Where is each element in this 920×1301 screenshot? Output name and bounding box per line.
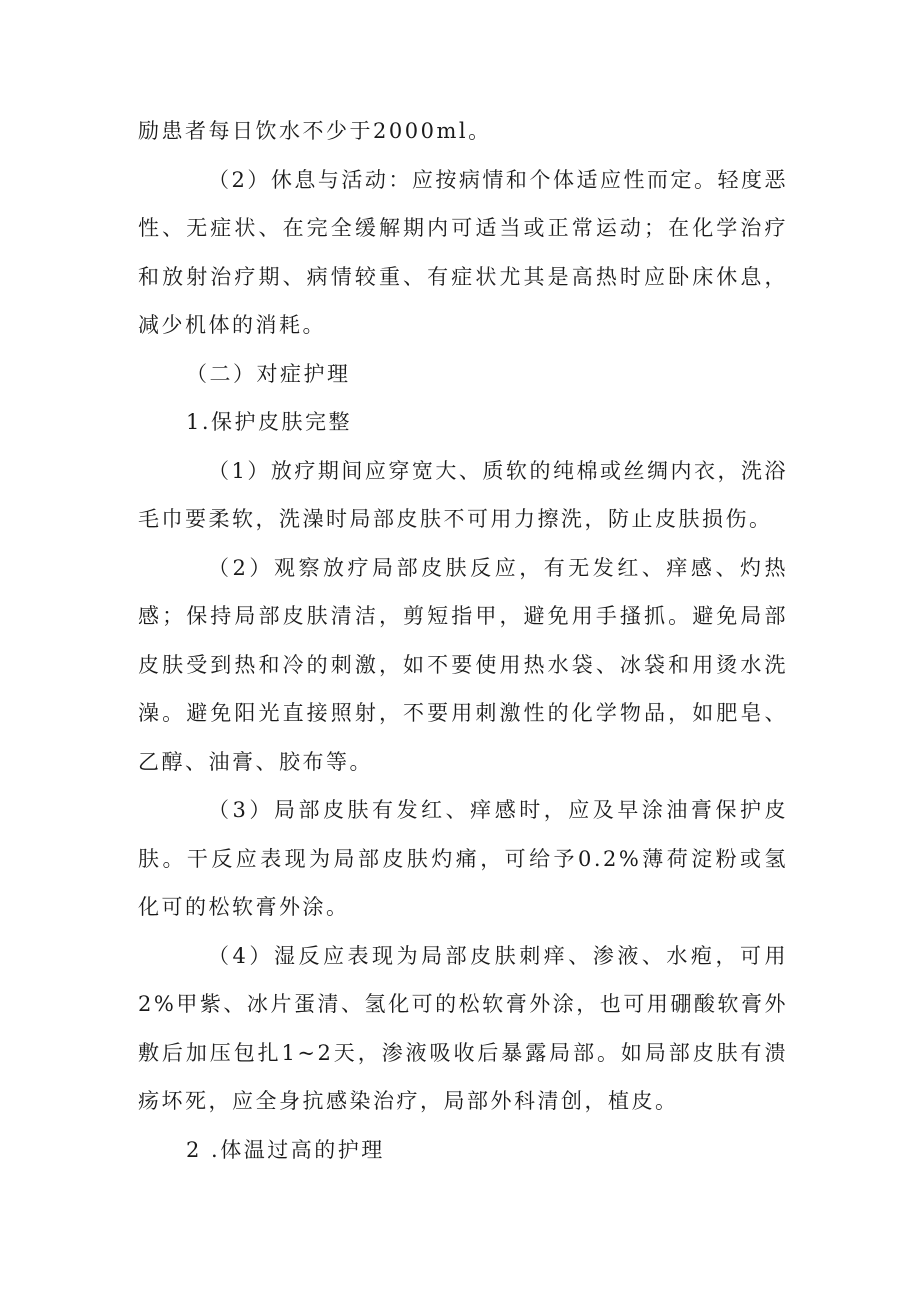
subheading-high-fever-care: 2 .体温过高的护理 [186,1137,385,1162]
paragraph-skin-item-1: （1）放疗期间应穿宽大、质软的纯棉或丝绸内衣，洗浴毛巾要柔软，洗澡时局部皮肤不可用力擦洗，防止皮肤损伤。 [138,458,788,531]
paragraph-water-intake: 励患者每日饮水不少于2000ml。 [138,119,492,143]
subheading-skin-protection: 1.保护皮肤完整 [186,410,353,434]
paragraph-skin-item-3: （3）局部皮肤有发红、痒感时，应及早涂油膏保护皮肤。干反应表现为局部皮肤灼痛，可给予0.2%薄荷淀粉或氢化可的松软膏外涂。 [138,798,788,919]
section-heading-symptomatic-care: （二）对症护理 [186,361,351,386]
document-body [138,107,788,1174]
paragraph-skin-item-2: （2）观察放疗局部皮肤反应，有无发红、痒感、灼热感；保持局部皮肤清洁，剪短指甲，避免用手搔抓。避免局部皮肤受到热和冷的刺激，如不要使用热水袋、冰袋和用烫水洗澡。避免阳光直接照射，不要用刺激性的化学物品，如肥皂、乙醇、油膏、胶布等。 [138,555,788,774]
paragraph-skin-item-4: （4）湿反应表现为局部皮肤刺痒、渗液、水疱，可用2%甲紫、冰片蛋清、氢化可的松软膏外涂，也可用硼酸软膏外敷后加压包扎1~2天，渗液吸收后暴露局部。如局部皮肤有溃疡坏死，应全身抗感染治疗，局部外科清创，植皮。 [138,943,788,1113]
paragraph-rest-activity: （2）休息与活动：应按病情和个体适应性而定。轻度恶性、无症状、在完全缓解期内可适当或正常运动；在化学治疗和放射治疗期、病情较重、有症状尤其是高热时应卧床休息，减少机体的消耗。 [138,167,788,337]
